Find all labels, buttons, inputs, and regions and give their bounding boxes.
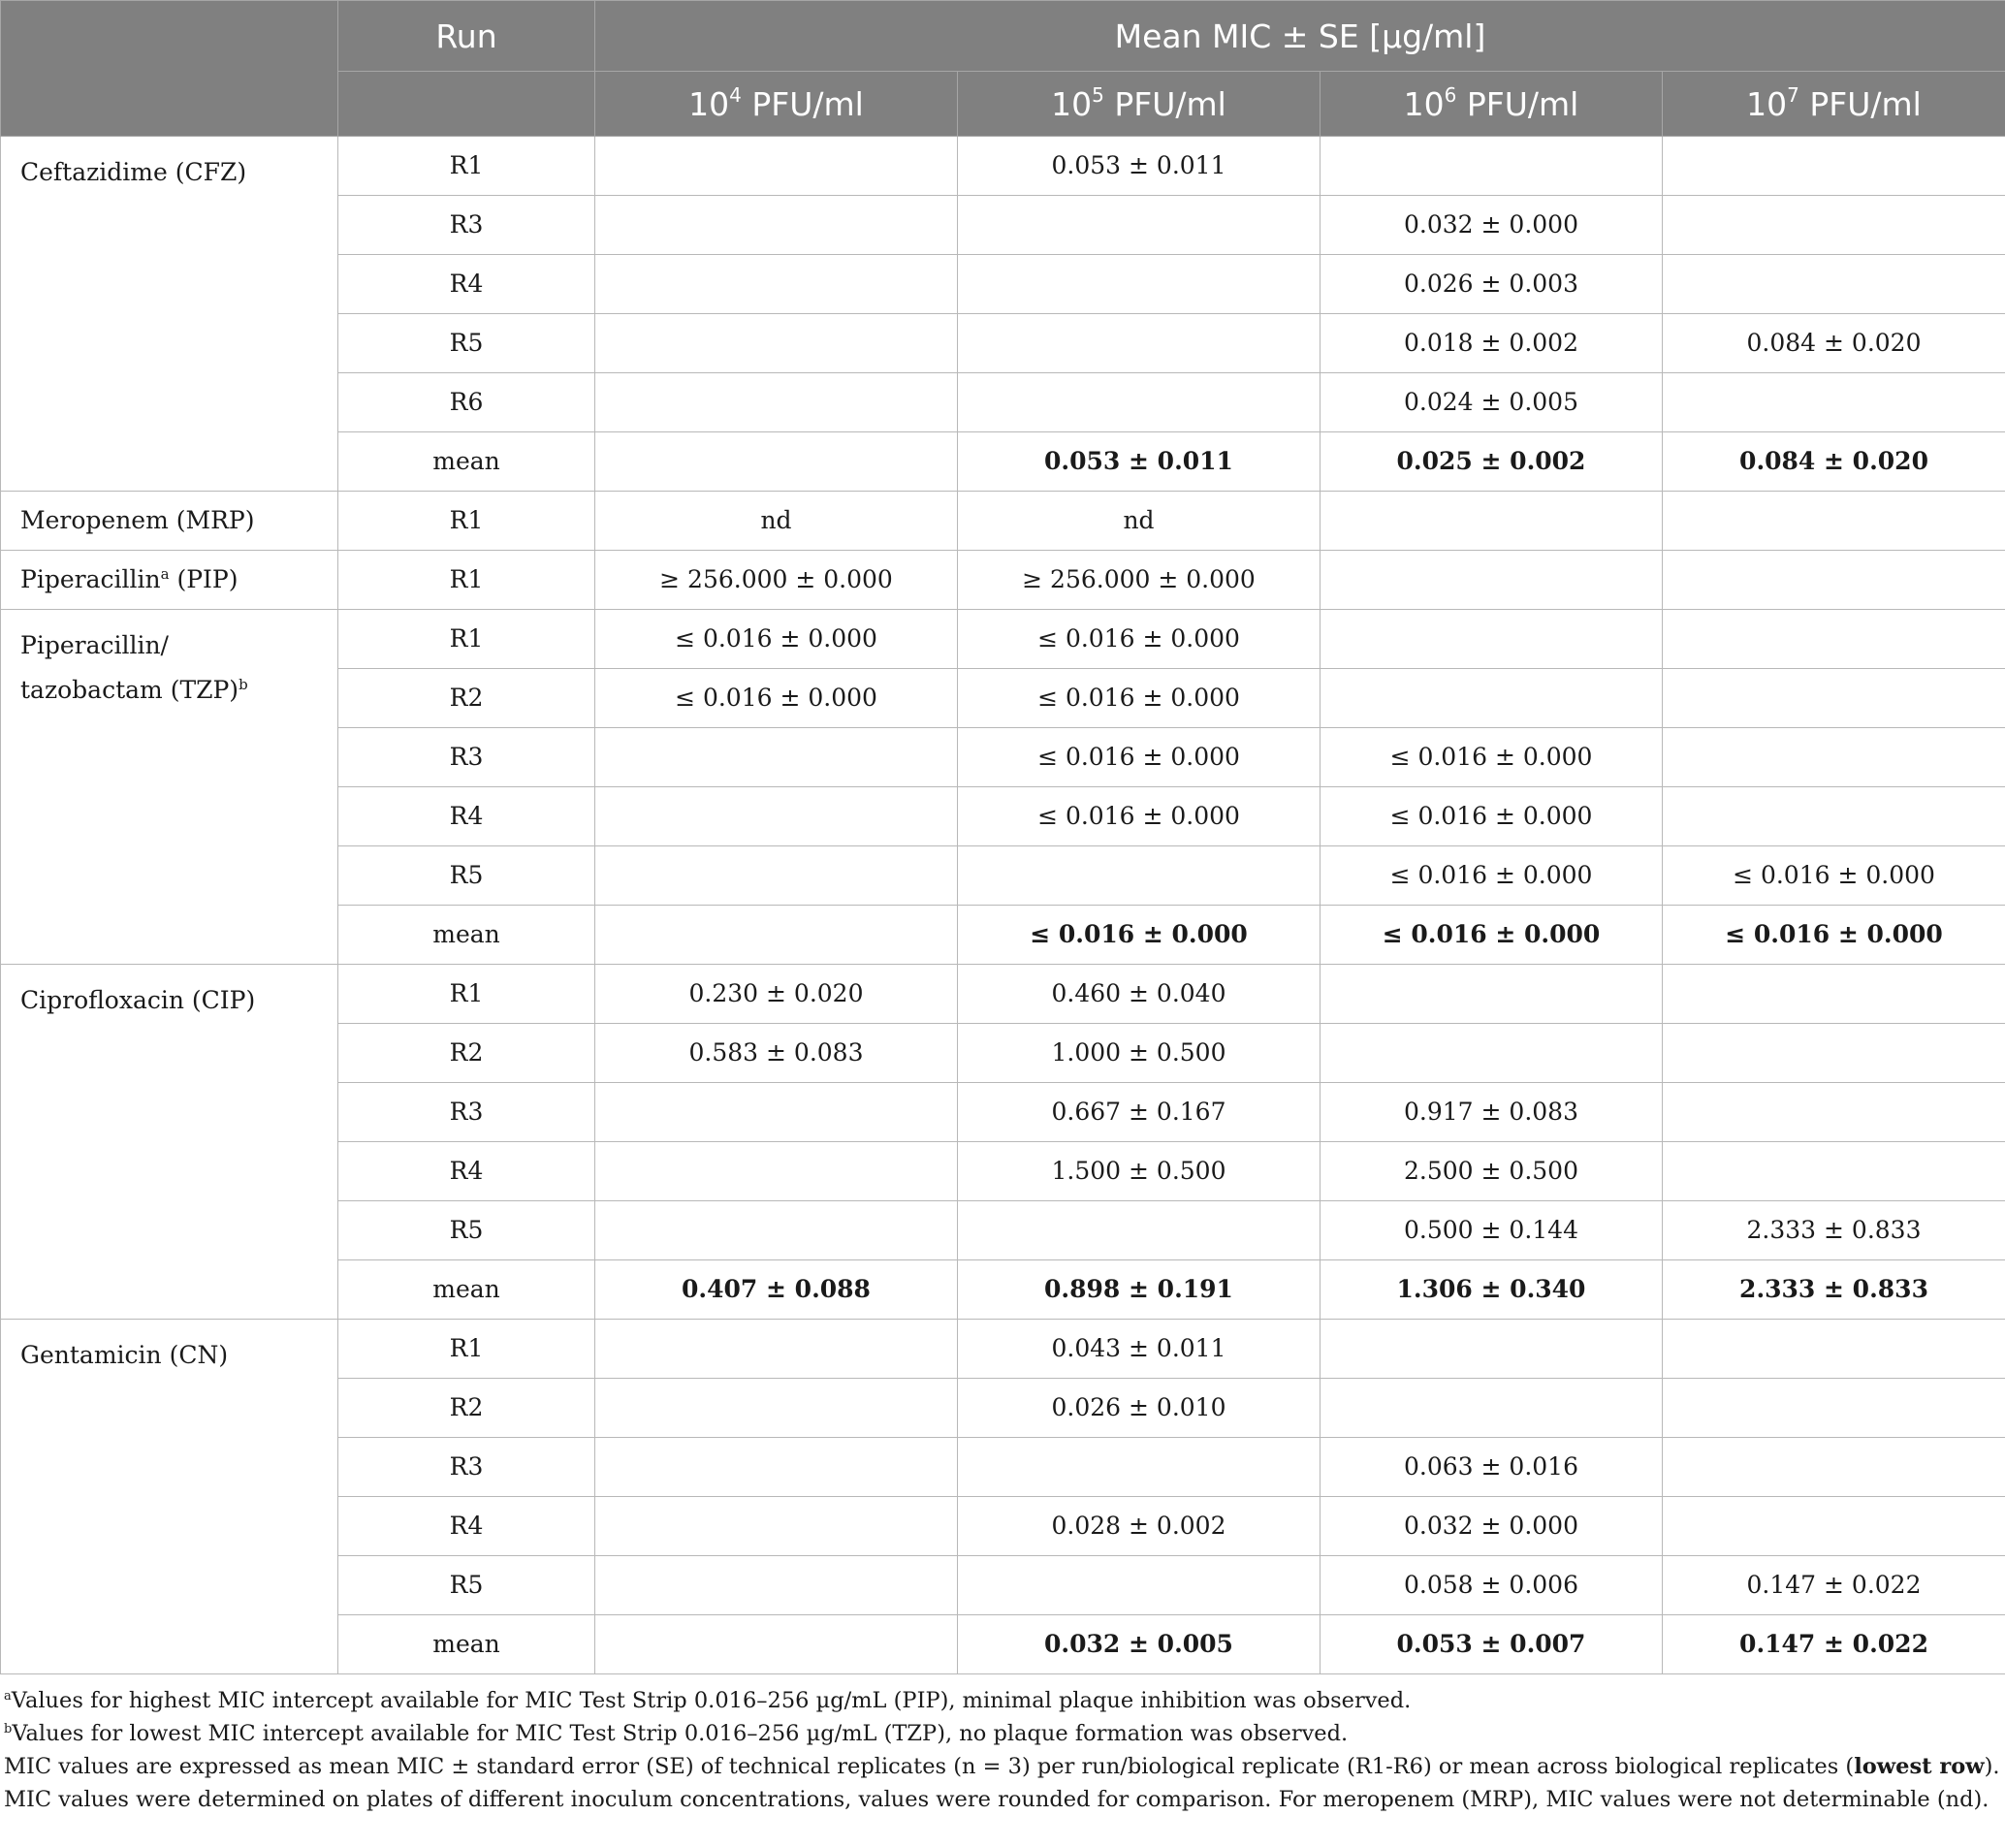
mic-value-cell	[595, 432, 958, 492]
mic-value-cell: 0.084 ± 0.020	[1663, 314, 2005, 373]
mic-value-cell: 0.025 ± 0.002	[1321, 432, 1663, 492]
mic-value-cell: 0.147 ± 0.022	[1663, 1556, 2005, 1615]
mic-value-cell: ≤ 0.016 ± 0.000	[958, 787, 1321, 846]
header-mean-mic: Mean MIC ± SE [µg/ml]	[595, 1, 2005, 72]
mic-value-cell: ≤ 0.016 ± 0.000	[1321, 787, 1663, 846]
mic-value-cell: 0.053 ± 0.011	[958, 432, 1321, 492]
mic-value-cell	[1663, 728, 2005, 787]
mic-value-cell: 0.917 ± 0.083	[1321, 1083, 1663, 1142]
run-cell: R4	[338, 1142, 595, 1201]
mic-value-cell	[1321, 551, 1663, 610]
mic-value-cell: 0.667 ± 0.167	[958, 1083, 1321, 1142]
run-cell: R1	[338, 965, 595, 1024]
run-cell: mean	[338, 1615, 595, 1674]
mic-value-cell	[1663, 669, 2005, 728]
mic-value-cell: ≤ 0.016 ± 0.000	[958, 906, 1321, 965]
mic-value-cell: ≤ 0.016 ± 0.000	[958, 610, 1321, 669]
mic-value-cell: 0.028 ± 0.002	[958, 1497, 1321, 1556]
mic-value-cell: ≥ 256.000 ± 0.000	[958, 551, 1321, 610]
table-header	[1, 1, 2005, 137]
run-cell: R1	[338, 1320, 595, 1379]
footnote-a: $^a$Values for highest MIC intercept available for MIC Test Strip 0.016–256 µg/mL (PIP), minimal plaque inhibition was observed.	[4, 1688, 1412, 1713]
run-cell: R6	[338, 373, 595, 432]
mic-value-cell	[595, 1438, 958, 1497]
antibiotic-name: Piperacillin/ tazobactam (TZP)$^b$	[1, 610, 338, 965]
mic-value-cell	[595, 314, 958, 373]
mic-value-cell: 2.500 ± 0.500	[1321, 1142, 1663, 1201]
run-cell: mean	[338, 432, 595, 492]
mic-value-cell: ≤ 0.016 ± 0.000	[595, 610, 958, 669]
header-conc-1e4: $10^4$ PFU/ml	[595, 72, 958, 137]
run-cell: R3	[338, 1083, 595, 1142]
antibiotic-name: Meropenem (MRP)	[1, 492, 338, 551]
mic-value-cell: ≤ 0.016 ± 0.000	[1321, 728, 1663, 787]
mic-value-cell	[958, 1556, 1321, 1615]
table-row	[1, 1320, 2005, 1379]
mic-value-cell: 0.026 ± 0.003	[1321, 255, 1663, 314]
run-cell: R2	[338, 669, 595, 728]
mic-value-cell	[1321, 1320, 1663, 1379]
run-cell: R3	[338, 728, 595, 787]
antibiotic-name: Piperacillin$^a$ (PIP)	[1, 551, 338, 610]
mic-value-cell: 1.000 ± 0.500	[958, 1024, 1321, 1083]
mic-value-cell: 0.053 ± 0.011	[958, 137, 1321, 196]
mic-value-cell	[1321, 610, 1663, 669]
mic-value-cell: 0.058 ± 0.006	[1321, 1556, 1663, 1615]
mic-value-cell	[1663, 965, 2005, 1024]
mic-value-cell	[595, 196, 958, 255]
mic-value-cell: nd	[958, 492, 1321, 551]
mic-value-cell	[595, 137, 958, 196]
header-antibiotic-cell	[1, 1, 338, 137]
mic-value-cell	[1663, 1083, 2005, 1142]
mic-value-cell	[1663, 196, 2005, 255]
header-run: Run	[338, 1, 595, 72]
mic-value-cell	[958, 196, 1321, 255]
run-cell: R1	[338, 551, 595, 610]
table-row	[1, 610, 2005, 669]
mic-value-cell: 0.063 ± 0.016	[1321, 1438, 1663, 1497]
mic-value-cell: 0.147 ± 0.022	[1663, 1615, 2005, 1674]
header-run-sub	[338, 72, 595, 137]
mic-value-cell	[595, 906, 958, 965]
table-row	[1, 137, 2005, 196]
mic-value-cell	[1663, 1142, 2005, 1201]
mic-value-cell: ≤ 0.016 ± 0.000	[1663, 906, 2005, 965]
antibiotic-name: Ciprofloxacin (CIP)	[1, 965, 338, 1320]
run-cell: R4	[338, 1497, 595, 1556]
table-row	[1, 492, 2005, 551]
mic-value-cell	[1321, 965, 1663, 1024]
mic-value-cell	[595, 728, 958, 787]
mic-value-cell	[1321, 492, 1663, 551]
mic-value-cell	[958, 1438, 1321, 1497]
run-cell: R4	[338, 787, 595, 846]
mic-value-cell: 0.032 ± 0.005	[958, 1615, 1321, 1674]
mic-value-cell: ≤ 0.016 ± 0.000	[1321, 906, 1663, 965]
antibiotic-name: Gentamicin (CN)	[1, 1320, 338, 1674]
mic-value-cell	[1663, 255, 2005, 314]
mic-value-cell	[595, 1497, 958, 1556]
mic-value-cell	[595, 787, 958, 846]
mic-value-cell	[958, 1201, 1321, 1260]
mic-value-cell	[595, 846, 958, 906]
mic-value-cell	[1663, 1438, 2005, 1497]
mic-value-cell: 0.084 ± 0.020	[1663, 432, 2005, 492]
run-cell: R3	[338, 196, 595, 255]
mic-value-cell	[958, 314, 1321, 373]
run-cell: R1	[338, 610, 595, 669]
mic-value-cell: 0.500 ± 0.144	[1321, 1201, 1663, 1260]
mic-value-cell: 0.898 ± 0.191	[958, 1260, 1321, 1320]
mic-value-cell	[1321, 137, 1663, 196]
mic-value-cell	[595, 1379, 958, 1438]
run-cell: R5	[338, 1201, 595, 1260]
mic-value-cell	[958, 846, 1321, 906]
table-row	[1, 551, 2005, 610]
mic-value-cell: 0.032 ± 0.000	[1321, 1497, 1663, 1556]
mic-value-cell	[595, 1556, 958, 1615]
mic-value-cell	[958, 255, 1321, 314]
header-conc-1e6: $10^6$ PFU/ml	[1321, 72, 1663, 137]
mic-value-cell: 0.583 ± 0.083	[595, 1024, 958, 1083]
mic-value-cell	[1663, 1497, 2005, 1556]
table-row	[1, 965, 2005, 1024]
header-conc-1e7: $10^7$ PFU/ml	[1663, 72, 2005, 137]
mic-value-cell	[1663, 610, 2005, 669]
footnotes	[0, 1674, 2005, 1816]
mic-value-cell	[1663, 137, 2005, 196]
mic-value-cell	[1663, 551, 2005, 610]
mic-value-cell: 0.018 ± 0.002	[1321, 314, 1663, 373]
mic-value-cell: 0.407 ± 0.088	[595, 1260, 958, 1320]
table-body	[1, 137, 2005, 1674]
run-cell: mean	[338, 1260, 595, 1320]
mic-value-cell: 0.043 ± 0.011	[958, 1320, 1321, 1379]
antibiotic-name: Ceftazidime (CFZ)	[1, 137, 338, 492]
mic-value-cell: 0.032 ± 0.000	[1321, 196, 1663, 255]
mic-value-cell	[595, 373, 958, 432]
mic-value-cell: ≤ 0.016 ± 0.000	[958, 669, 1321, 728]
mic-value-cell: 2.333 ± 0.833	[1663, 1201, 2005, 1260]
mic-value-cell: 0.024 ± 0.005	[1321, 373, 1663, 432]
mic-value-cell: ≤ 0.016 ± 0.000	[1663, 846, 2005, 906]
mic-value-cell	[1663, 492, 2005, 551]
mic-value-cell	[1321, 1024, 1663, 1083]
mic-value-cell	[595, 255, 958, 314]
mic-value-cell	[1663, 1320, 2005, 1379]
mic-value-cell: 0.053 ± 0.007	[1321, 1615, 1663, 1674]
mic-value-cell	[1663, 1024, 2005, 1083]
mic-value-cell	[595, 1201, 958, 1260]
run-cell: R5	[338, 846, 595, 906]
mic-value-cell: 1.306 ± 0.340	[1321, 1260, 1663, 1320]
mic-value-cell: 1.500 ± 0.500	[958, 1142, 1321, 1201]
run-cell: R4	[338, 255, 595, 314]
mic-value-cell	[595, 1142, 958, 1201]
mic-value-cell: ≤ 0.016 ± 0.000	[595, 669, 958, 728]
run-cell: R2	[338, 1024, 595, 1083]
mic-value-cell	[1663, 787, 2005, 846]
run-cell: R3	[338, 1438, 595, 1497]
run-cell: R5	[338, 1556, 595, 1615]
mic-value-cell: nd	[595, 492, 958, 551]
mic-value-cell: 0.230 ± 0.020	[595, 965, 958, 1024]
mic-value-cell	[595, 1083, 958, 1142]
mic-value-cell: 0.460 ± 0.040	[958, 965, 1321, 1024]
run-cell: R1	[338, 492, 595, 551]
mic-value-cell: ≤ 0.016 ± 0.000	[958, 728, 1321, 787]
run-cell: R5	[338, 314, 595, 373]
run-cell: R1	[338, 137, 595, 196]
mic-value-cell: 2.333 ± 0.833	[1663, 1260, 2005, 1320]
mic-value-cell	[1321, 669, 1663, 728]
mic-value-cell	[958, 373, 1321, 432]
mic-value-cell	[1663, 1379, 2005, 1438]
run-cell: R2	[338, 1379, 595, 1438]
mic-value-cell	[1663, 373, 2005, 432]
mic-value-cell: 0.026 ± 0.010	[958, 1379, 1321, 1438]
table-note: MIC values are expressed as mean MIC ± standard error (SE) of technical replicates (n = 3) per run/biological replicate (R1-R6) or mean across biological replicates (lowest row). MIC values were determined on plates of different inoculum concentrations, values were rounded for comparison. For meropenem (MRP), MIC values were not determinable (nd).	[4, 1754, 2000, 1812]
mic-value-cell	[1321, 1379, 1663, 1438]
mic-value-cell	[595, 1320, 958, 1379]
footnote-b: $^b$Values for lowest MIC intercept available for MIC Test Strip 0.016–256 µg/mL (TZP), no plaque formation was observed.	[4, 1721, 1349, 1746]
run-cell: mean	[338, 906, 595, 965]
mic-value-cell	[595, 1615, 958, 1674]
mic-value-cell: ≤ 0.016 ± 0.000	[1321, 846, 1663, 906]
mic-value-cell: ≥ 256.000 ± 0.000	[595, 551, 958, 610]
header-conc-1e5: $10^5$ PFU/ml	[958, 72, 1321, 137]
